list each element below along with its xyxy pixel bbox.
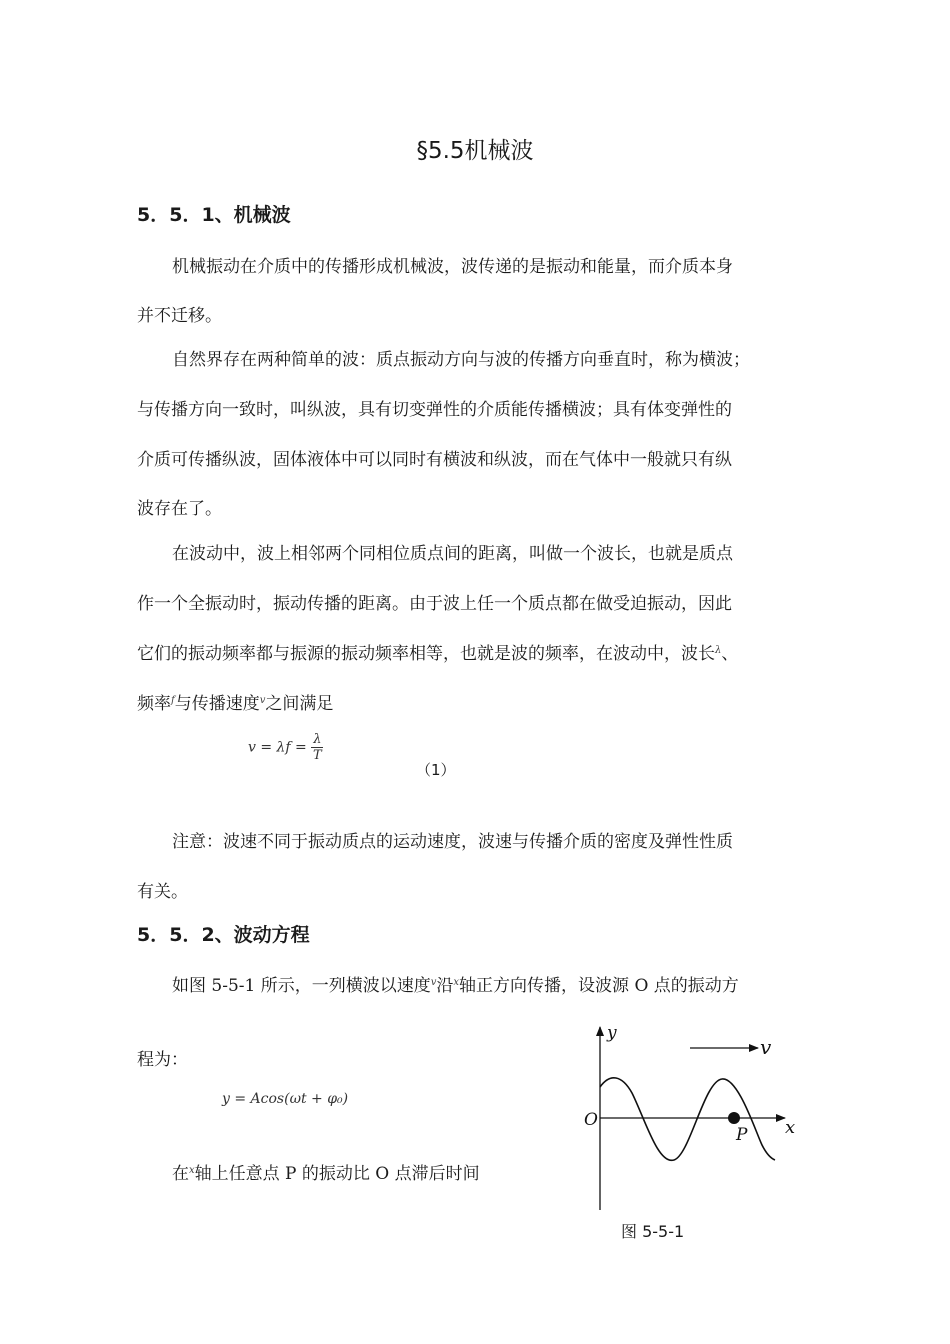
- velocity-label: v: [760, 1035, 772, 1059]
- paragraph-line: [137, 689, 333, 714]
- paragraph-line: 作一个全振动时，振动传播的距离。由于波上任一个质点都在做受迫振动，因此: [137, 594, 732, 614]
- paragraph-line: 介质可传播纵波，固体液体中可以同时有横波和纵波，而在气体中一般就只有纵: [137, 450, 732, 470]
- equation-lhs: v = λf =: [248, 739, 307, 756]
- text-run: 轴正方向传播，设波源 O 点的振动方: [459, 976, 739, 996]
- equation-2: y = Acos(ωt + φ₀): [222, 1091, 349, 1107]
- text-run: 轴上任意点 P 的振动比 O 点滞后时间: [194, 1164, 480, 1184]
- equation-number: （1）: [416, 761, 456, 779]
- equation-1: [248, 732, 323, 763]
- v-symbol: v: [259, 695, 266, 706]
- v-symbol: v: [430, 977, 437, 988]
- paragraph-line: 有关。: [137, 882, 188, 902]
- paragraph-line: 在波动中，波上相邻两个同相位质点间的距离，叫做一个波长，也就是质点: [172, 544, 733, 564]
- text-run: 如图 5-5-1 所示，一列横波以速度: [172, 976, 431, 996]
- paragraph-line: 与传播方向一致时，叫纵波，具有切变弹性的介质能传播横波；具有体变弹性的: [137, 400, 732, 420]
- text-run: 、: [721, 644, 739, 664]
- text-run: 与传播速度: [174, 694, 260, 714]
- text-run: 沿: [436, 976, 454, 996]
- x-symbol: x: [189, 1165, 195, 1176]
- text-run: 在: [172, 1164, 189, 1184]
- wave-curve: [600, 1078, 775, 1161]
- fraction-numerator: λ: [313, 732, 322, 747]
- lambda-symbol: λ: [715, 645, 722, 656]
- text-run: 频率: [137, 694, 171, 714]
- text-run: 之间满足: [265, 694, 334, 714]
- x-symbol: x: [453, 977, 460, 988]
- fraction: [311, 732, 323, 763]
- section-heading-1: 5．5．1、机械波: [137, 204, 291, 226]
- paragraph-line: 波存在了。: [137, 499, 222, 519]
- point-p-marker: [728, 1112, 740, 1124]
- x-axis-label: x: [785, 1117, 796, 1138]
- paragraph-line: 注意：波速不同于振动质点的运动速度，波速与传播介质的密度及弹性性质: [172, 832, 733, 852]
- text-run: 它们的振动频率都与振源的振动频率相等，也就是波的频率，在波动中，波长: [137, 644, 715, 664]
- paragraph-line: [172, 971, 739, 996]
- figure-caption: 图 5-5-1: [621, 1222, 685, 1241]
- wave-figure: [570, 1015, 820, 1215]
- paragraph-line: [137, 639, 738, 664]
- f-symbol: f: [171, 695, 175, 706]
- paragraph-line: 程为：: [137, 1050, 188, 1070]
- paragraph-line: 机械振动在介质中的传播形成机械波，波传递的是振动和能量，而介质本身: [172, 257, 733, 277]
- page-title: §5.5机械波: [416, 138, 534, 164]
- paragraph-line: 自然界存在两种简单的波：质点振动方向与波的传播方向垂直时，称为横波；: [172, 350, 750, 370]
- point-p-label: P: [736, 1125, 748, 1145]
- paragraph-line: [172, 1159, 480, 1184]
- section-heading-2: 5．5．2、波动方程: [137, 924, 310, 946]
- origin-label: O: [584, 1110, 598, 1130]
- fraction-denominator: T: [313, 748, 322, 763]
- paragraph-line: 并不迁移。: [137, 306, 222, 326]
- y-axis-label: y: [607, 1023, 617, 1043]
